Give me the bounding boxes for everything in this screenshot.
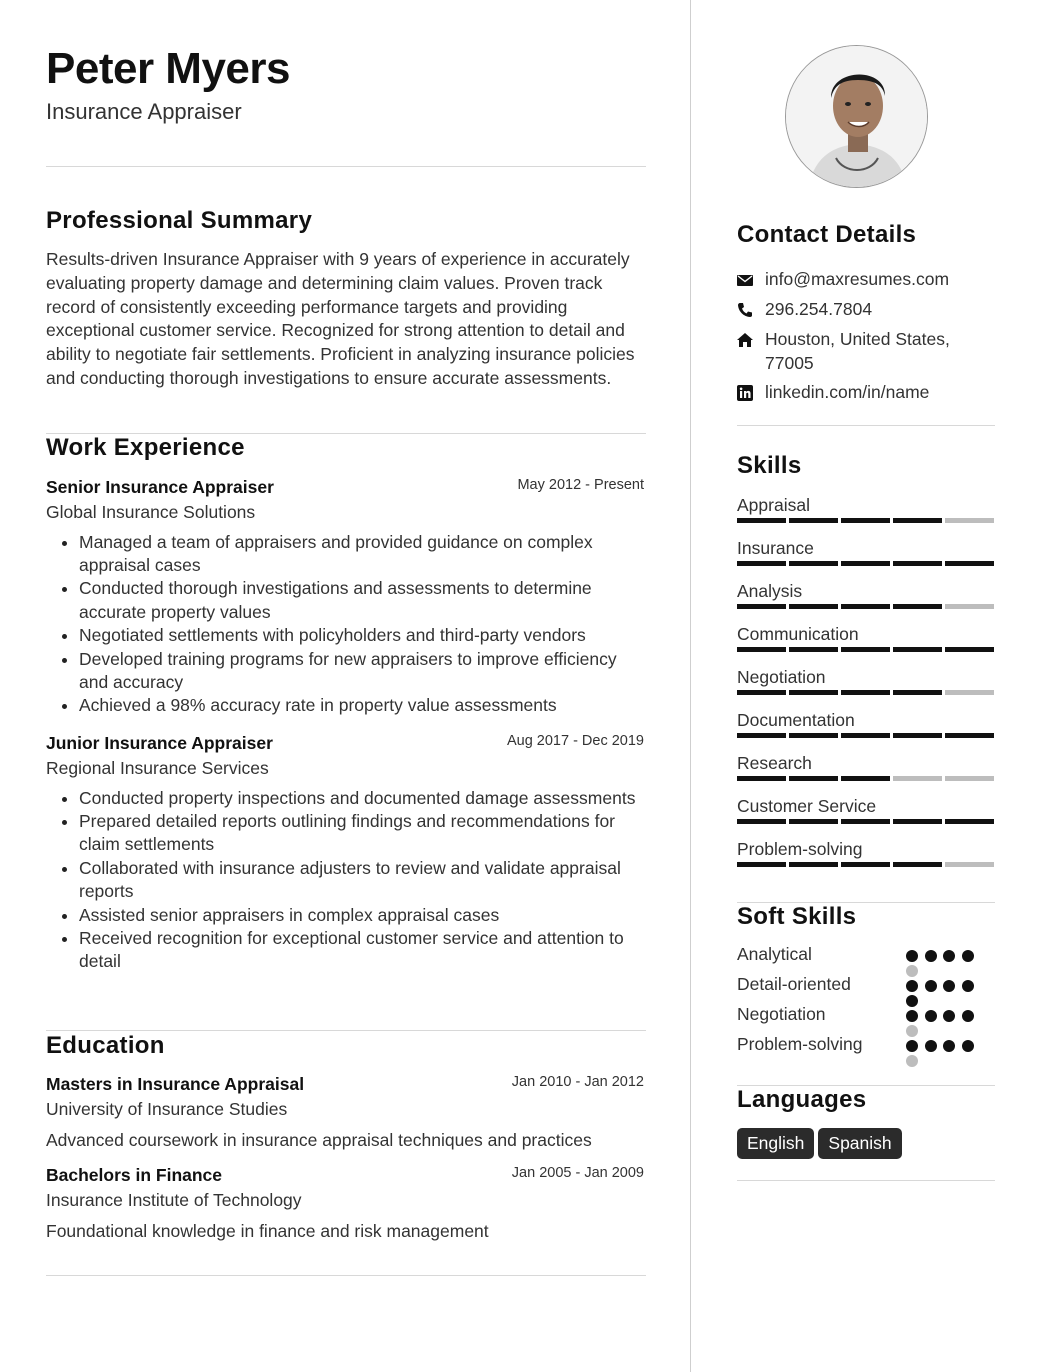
soft-skill-item [737,974,995,995]
rating-dot [925,1010,937,1022]
skill-item [737,580,995,602]
skill-bar-segment [945,561,994,566]
rating-dot [943,980,955,992]
education-description: Advanced coursework in insurance appraisal techniques and practices [46,1129,592,1150]
skill-bar-segment [893,862,942,867]
skill-level-bar [737,518,995,523]
envelope-icon [737,272,753,288]
skill-bar-segment [893,776,942,781]
skill-label: Customer Service [737,796,877,816]
job-entry [46,477,646,718]
skill-label: Problem-solving [737,839,863,859]
skill-bar-segment [841,518,890,523]
rating-dot [906,1010,918,1022]
skill-bar-segment [737,604,786,609]
soft-skill-label: Problem-solving [737,1034,863,1054]
job-title: Junior Insurance Appraiser [46,733,273,753]
skill-item [737,709,995,731]
header-divider [46,166,646,167]
languages-divider [737,1180,995,1181]
skill-label: Negotiation [737,667,826,687]
skill-bar-segment [945,647,994,652]
rating-dot [925,950,937,962]
column-divider [690,0,691,1372]
job-bullet: Received recognition for exceptional customer service and attention to detail [79,927,646,974]
skill-bar-segment [789,647,838,652]
rating-dot [943,1040,955,1052]
job-bullet: Managed a team of appraisers and provided guidance on complex appraisal cases [79,531,646,578]
skill-level-bar [737,561,995,566]
job-bullet: Negotiated settlements with policyholders and third-party vendors [79,624,646,647]
degree-title: Masters in Insurance Appraisal [46,1074,305,1094]
education-divider [46,1275,646,1276]
skill-item [737,752,995,774]
contact-phone-text: 296.254.7804 [765,299,873,319]
job-title: Senior Insurance Appraiser [46,477,274,497]
skill-bar-segment [789,561,838,566]
skill-bar-segment [841,733,890,738]
job-bullets [46,531,646,718]
skill-item [737,537,995,559]
rating-dot [943,950,955,962]
job-company: Regional Insurance Services [46,758,269,778]
rating-dot [962,1040,974,1052]
skill-bar-segment [893,690,942,695]
skill-bar-segment [737,819,786,824]
contact-email[interactable] [737,268,995,298]
skill-bar-segment [893,561,942,566]
job-bullet: Conducted thorough investigations and assessments to determine accurate property values [79,577,646,624]
skill-bar-segment [841,819,890,824]
skill-bar-segment [945,518,994,523]
school-name: Insurance Institute of Technology [46,1190,302,1210]
skill-bar-segment [789,819,838,824]
job-bullets [46,787,646,974]
contact-phone[interactable] [737,298,995,328]
skill-item [737,494,995,516]
degree-title: Bachelors in Finance [46,1165,223,1185]
languages-list [737,1128,906,1159]
skill-bar-segment [945,776,994,781]
skill-bar-segment [841,862,890,867]
skill-bar-segment [789,862,838,867]
skill-bar-segment [945,604,994,609]
skill-label: Research [737,753,812,773]
language-badge: English [737,1128,814,1159]
job-company: Global Insurance Solutions [46,502,256,522]
rating-dot [925,1040,937,1052]
skill-label: Communication [737,624,859,644]
rating-dot [906,1040,918,1052]
skill-label: Appraisal [737,495,810,515]
soft-skill-item [737,1004,995,1025]
skill-level-bar [737,776,995,781]
skill-item [737,666,995,688]
skill-bar-segment [789,690,838,695]
skill-bar-segment [789,604,838,609]
education-entry [46,1165,646,1243]
skill-bar-segment [893,647,942,652]
rating-dot [962,950,974,962]
skills-heading: Skills [737,452,802,479]
job-bullet: Conducted property inspections and documented damage assessments [79,787,646,810]
job-bullet: Collaborated with insurance adjusters to review and validate appraisal reports [79,857,646,904]
skill-label: Documentation [737,710,855,730]
contact-linkedin[interactable] [737,381,995,411]
job-bullet: Developed training programs for new appraisers to improve efficiency and accuracy [79,648,646,695]
contact-divider [737,425,995,426]
skill-level-bar [737,604,995,609]
soft-skill-item [737,1034,995,1055]
skill-item [737,795,995,817]
experience-heading: Work Experience [46,434,245,461]
linkedin-icon [737,385,753,401]
job-entry [46,733,646,974]
soft-skill-label: Analytical [737,944,812,964]
contact-address [737,328,995,381]
education-dates: Jan 2010 - Jan 2012 [511,1074,644,1090]
rating-dot [962,1010,974,1022]
skill-bar-segment [893,733,942,738]
skill-item [737,623,995,645]
skill-bar-segment [945,690,994,695]
rating-dot [925,980,937,992]
languages-heading: Languages [737,1086,867,1113]
skill-label: Analysis [737,581,803,601]
skill-bar-segment [737,561,786,566]
skill-bar-segment [789,733,838,738]
job-dates: Aug 2017 - Dec 2019 [506,733,644,749]
education-entry [46,1074,646,1152]
skill-bar-segment [893,819,942,824]
skill-label: Insurance [737,538,814,558]
summary-heading: Professional Summary [46,207,313,234]
skill-bar-segment [945,819,994,824]
skill-bar-segment [789,518,838,523]
job-bullet: Achieved a 98% accuracy rate in property value assessments [79,694,646,717]
education-heading: Education [46,1032,165,1059]
contact-list [737,268,995,411]
skill-level-bar [737,690,995,695]
experience-divider [46,1030,646,1031]
skill-level-bar [737,733,995,738]
rating-dot [906,980,918,992]
rating-dot [906,950,918,962]
skill-bar-segment [737,518,786,523]
candidate-title: Insurance Appraiser [46,99,242,124]
skill-bar-segment [893,604,942,609]
contact-linkedin-text: linkedin.com/in/name [765,382,930,402]
skill-bar-segment [737,776,786,781]
avatar-portrait-icon [786,46,928,188]
job-bullet: Prepared detailed reports outlining findings and recommendations for claim settlements [79,810,646,857]
contact-address-text: Houston, United States, 77005 [765,329,950,373]
skill-level-bar [737,647,995,652]
rating-dot [943,1010,955,1022]
rating-dot [962,980,974,992]
skill-bar-segment [945,733,994,738]
skill-level-bar [737,819,995,824]
skill-bar-segment [945,862,994,867]
skill-item [737,838,995,860]
soft-skill-item [737,944,995,965]
skill-bar-segment [737,690,786,695]
skill-bar-segment [841,776,890,781]
skill-bar-segment [737,733,786,738]
skill-bar-segment [841,647,890,652]
language-badge: Spanish [818,1128,901,1159]
home-icon [737,332,753,348]
summary-text: Results-driven Insurance Appraiser with 9 years of experience in accurately evaluating property damage and determining claim values. Proven track record of consistently exceeding performance targets and providing exceptional customer service. Recognized for strong attention to detail and ability to negotiate fair settlements. Proficient in analyzing insurance policies and conducting thorough investigations to ensure accurate assessments. [46,249,635,388]
soft-skill-label: Detail-oriented [737,974,851,994]
skill-bar-segment [789,776,838,781]
candidate-name: Peter Myers [46,44,290,93]
rating-dot [906,1055,918,1067]
contact-email-text: info@maxresumes.com [765,269,950,289]
profile-photo [785,45,928,188]
skill-bar-segment [737,647,786,652]
job-bullet: Assisted senior appraisers in complex appraisal cases [79,904,646,927]
job-dates: May 2012 - Present [517,477,644,493]
skill-bar-segment [841,561,890,566]
education-dates: Jan 2005 - Jan 2009 [511,1165,644,1181]
skill-bar-segment [841,690,890,695]
skill-level-bar [737,862,995,867]
phone-icon [737,302,753,318]
skill-bar-segment [893,518,942,523]
skill-bar-segment [737,862,786,867]
education-description: Foundational knowledge in finance and risk management [46,1220,489,1241]
soft-skills-heading: Soft Skills [737,903,857,930]
contact-heading: Contact Details [737,221,917,248]
school-name: University of Insurance Studies [46,1099,288,1119]
skill-bar-segment [841,604,890,609]
soft-skill-label: Negotiation [737,1004,826,1024]
